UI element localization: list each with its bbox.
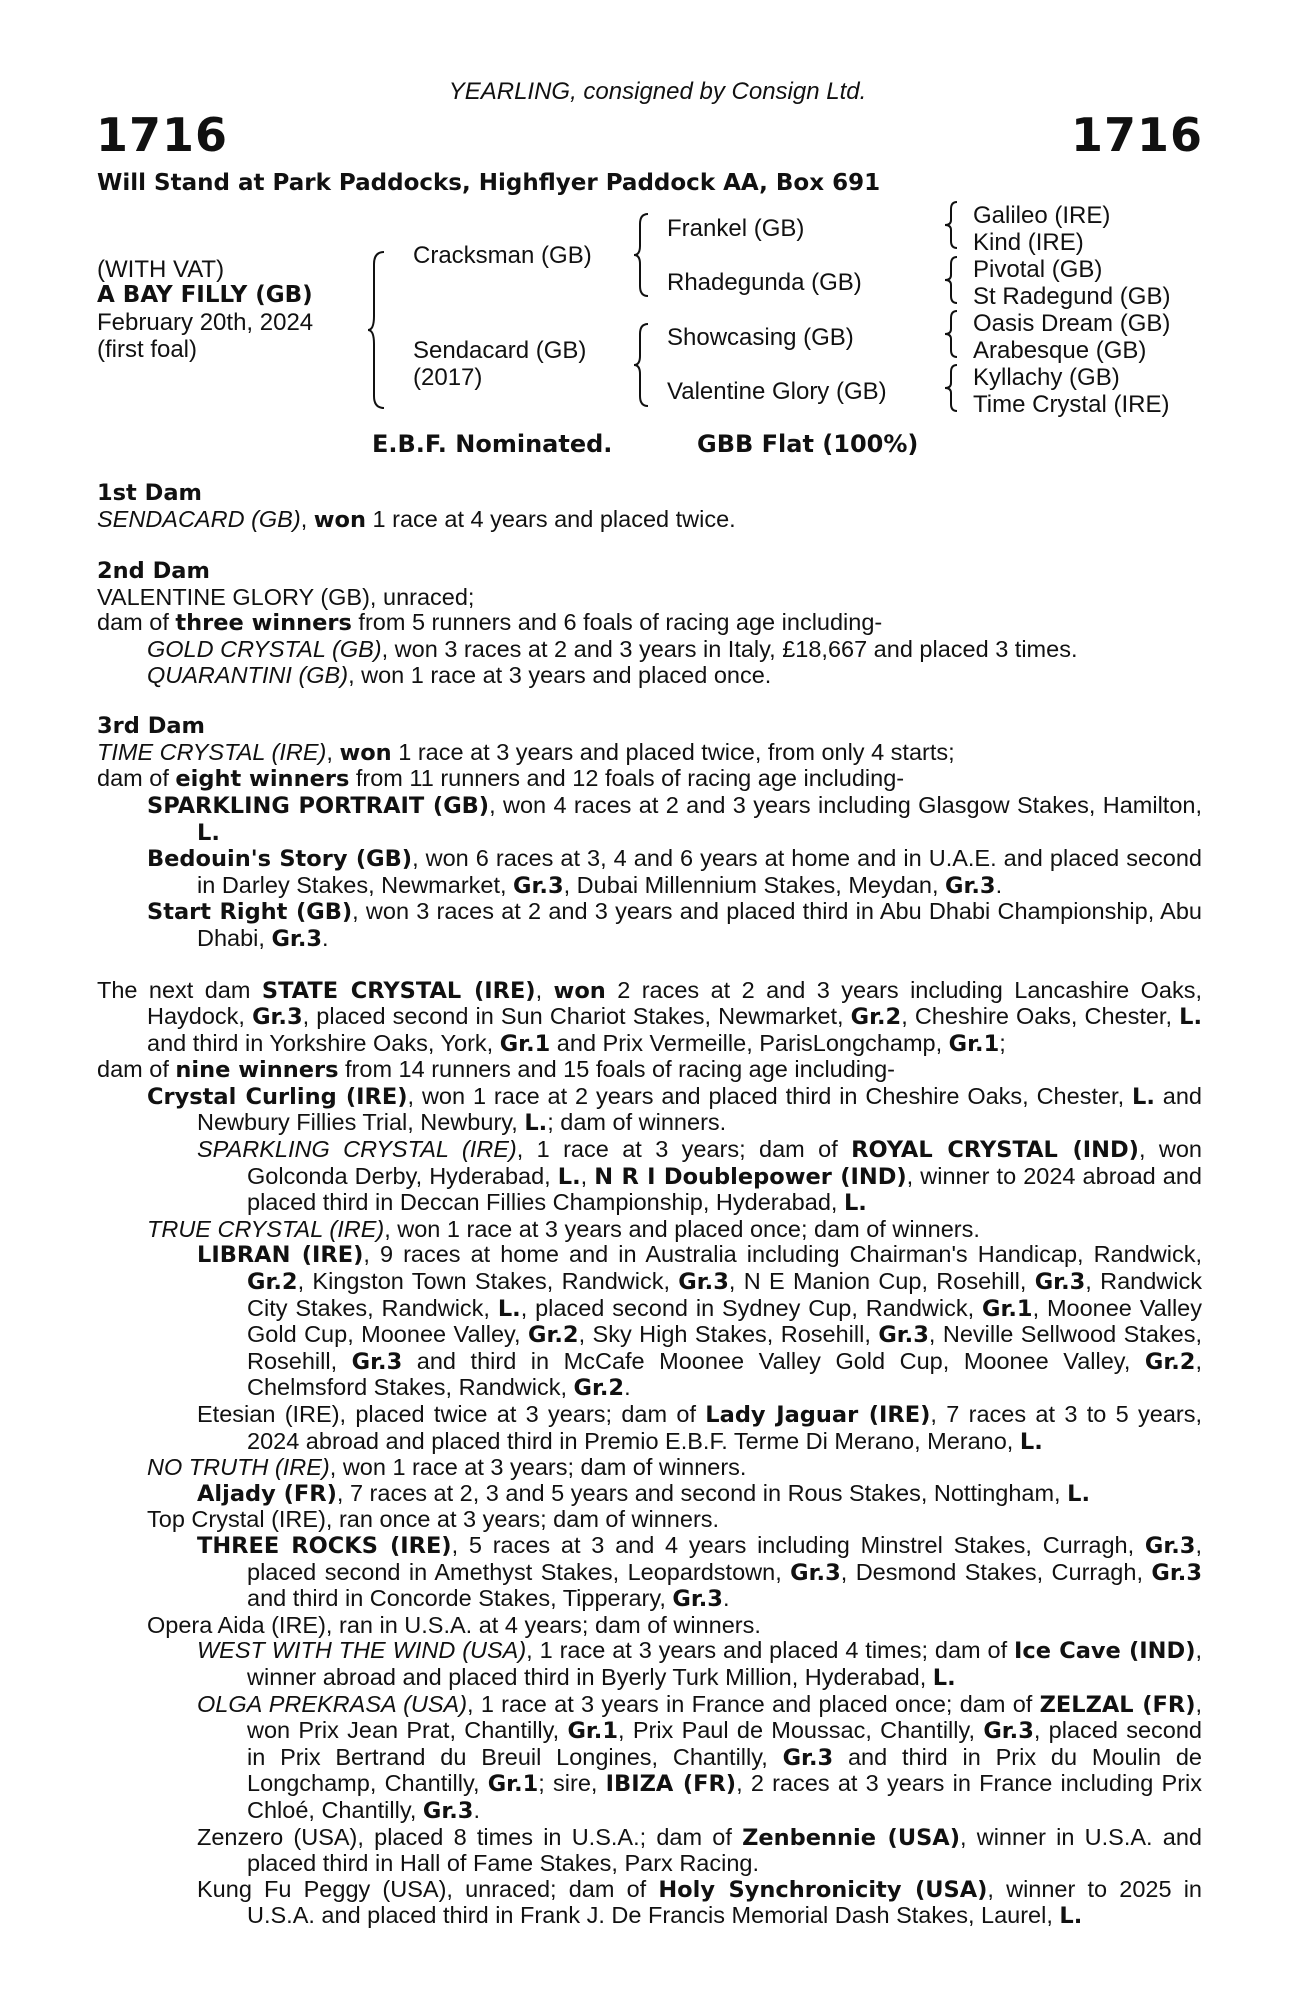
list-item: THREE ROCKS (IRE), 5 races at 3 and 4 years including Minstrel Stakes, Curragh, Gr.3, placed second in Amethyst Stakes, Leopardstown, Gr.3, Desmond Stakes, Curragh, Gr.3 and third in Concorde Stakes, Tipperary, Gr.3.: [197, 1531, 1202, 1613]
list-item: LIBRAN (IRE), 9 races at home and in Australia including Chairman's Handicap, Randwick, Gr.2, Kingston Town Stakes, Randwick, Gr.3, N E Manion Cup, Rosehill, Gr.3, Randwick City Stakes, Randwick, L., placed second in Sydney Cup, Randwick, Gr.1, Moonee Valley Gold Cup, Moonee Valley, Gr.2, Sky High Stakes, Rosehill, Gr.3, Neville Sellwood Stakes, Rosehill, Gr.3 and third in McCafe Moonee Valley Gold Cup, Moonee Valley, Gr.2, Chelmsford Stakes, Randwick, Gr.2.: [197, 1241, 1202, 1402]
lot-number-right: 1716: [1070, 108, 1203, 162]
consignor-line: YEARLING, consigned by Consign Ltd.: [448, 78, 867, 105]
sire-sire: Frankel (GB): [667, 215, 805, 242]
gen3-4: St Radegund (GB): [973, 283, 1171, 310]
next-dam-produce: dam of nine winners from 14 runners and 15 foals of racing age including-: [97, 1056, 895, 1084]
gen3-2: Kind (IRE): [973, 229, 1084, 256]
list-item: SPARKLING CRYSTAL (IRE), 1 race at 3 years; dam of ROYAL CRYSTAL (IND), won Golconda Derby, Hyderabad, L., N R I Doublepower (IND), winner to 2024 abroad and placed third in Deccan Fillies Championship, Hyderabad, L.: [197, 1136, 1202, 1217]
catalogue-body: [97, 480, 1202, 1930]
list-item: Opera Aida (IRE), ran in U.S.A. at 4 years; dam of winners.: [147, 1611, 761, 1638]
gen3-5: Oasis Dream (GB): [973, 310, 1171, 337]
ebf-nomination: E.B.F. Nominated.: [372, 430, 613, 458]
second-dam-produce: dam of three winners from 5 runners and 6 foals of racing age including-: [97, 609, 883, 637]
dam: Sendacard (GB): [413, 337, 587, 364]
subject-foal: (first foal): [97, 336, 198, 363]
third-dam-produce: dam of eight winners from 11 runners and 12 foals of racing age including-: [97, 765, 905, 793]
third-dam-heading: 3rd Dam: [97, 713, 205, 740]
sire-dam-brace: [366, 250, 390, 410]
valentine-glory-brace: [943, 363, 961, 413]
second-dam-line: VALENTINE GLORY (GB), unraced;: [97, 583, 475, 610]
list-item: NO TRUTH (IRE), won 1 race at 3 years; dam of winners.: [147, 1454, 747, 1481]
vat-note: (WITH VAT): [97, 256, 225, 283]
first-dam-line: SENDACARD (GB), won 1 race at 4 years and placed twice.: [97, 505, 736, 533]
list-item: Kung Fu Peggy (USA), unraced; dam of Holy Synchronicity (USA), winner to 2025 in U.S.A. and placed third in Frank J. De Francis Memorial Dash Stakes, Laurel, L.: [197, 1875, 1202, 1930]
sire-dam: Rhadegunda (GB): [667, 269, 862, 296]
gen3-7: Kyllachy (GB): [973, 364, 1120, 391]
list-item: Etesian (IRE), placed twice at 3 years; dam of Lady Jaguar (IRE), 7 races at 3 to 5 years, 2024 abroad and placed third in Premio E.B.F. Terme Di Merano, Merano, L.: [197, 1401, 1202, 1455]
dam-year: (2017): [413, 364, 483, 391]
gen3-8: Time Crystal (IRE): [973, 391, 1170, 418]
dam-sire: Showcasing (GB): [667, 324, 854, 351]
stand-location: Will Stand at Park Paddocks, Highflyer Paddock AA, Box 691: [97, 170, 881, 196]
list-item: WEST WITH THE WIND (USA), 1 race at 3 years and placed 4 times; dam of Ice Cave (IND), winner abroad and placed third in Byerly Turk Million, Hyderabad, L.: [197, 1637, 1203, 1691]
gen3-6: Arabesque (GB): [973, 337, 1147, 364]
list-item: QUARANTINI (GB), won 1 race at 3 years and placed once.: [147, 661, 772, 688]
next-dam-line: The next dam STATE CRYSTAL (IRE), won 2 races at 2 and 3 years including Lancashire Oaks, Haydock, Gr.3, placed second in Sun Chariot Stakes, Newmarket, Gr.2, Cheshire Oaks, Chester, L. and third in Yorkshire Oaks, York, Gr.1 and Prix Vermeille, ParisLongchamp, Gr.1;: [97, 976, 1202, 1057]
gbb-flat: GBB Flat (100%): [697, 430, 919, 458]
dam-line-brace: [632, 322, 652, 408]
subject-dob: February 20th, 2024: [97, 309, 314, 336]
list-item: Zenzero (USA), placed 8 times in U.S.A.; dam of Zenbennie (USA), winner in U.S.A. and placed third in Hall of Fame Stakes, Parx Racing.: [197, 1823, 1202, 1877]
first-dam-heading: 1st Dam: [97, 480, 202, 506]
list-item: Crystal Curling (IRE), won 1 race at 2 years and placed third in Cheshire Oaks, Chester, L. and Newbury Fillies Trial, Newbury, L.; dam of winners.: [147, 1082, 1202, 1137]
sire-line-brace: [632, 212, 652, 298]
list-item: Start Right (GB), won 3 races at 2 and 3 years and placed third in Abu Dhabi Championship, Abu Dhabi, Gr.3.: [147, 898, 1202, 952]
sire: Cracksman (GB): [413, 242, 592, 269]
second-dam-heading: 2nd Dam: [97, 558, 210, 585]
list-item: GOLD CRYSTAL (GB), won 3 races at 2 and 3 years in Italy, £18,667 and placed 3 times.: [147, 635, 1078, 662]
subject-name: A BAY FILLY (GB): [97, 282, 313, 308]
list-item: Top Crystal (IRE), ran once at 3 years; dam of winners.: [147, 1506, 720, 1533]
list-item: OLGA PREKRASA (USA), 1 race at 3 years in France and placed once; dam of ZELZAL (FR), won Prix Jean Prat, Chantilly, Gr.1, Prix Paul de Moussac, Chantilly, Gr.3, placed second in Prix Bertrand du Breuil Longines, Chantilly, Gr.3 and third in Prix du Moulin de Longchamp, Chantilly, Gr.1; sire, IBIZA (FR), 2 races at 3 years in France including Prix Chloé, Chantilly, Gr.3.: [197, 1690, 1203, 1824]
list-item: SPARKLING PORTRAIT (GB), won 4 races at 2 and 3 years including Glasgow Stakes, Hamilton, L.: [147, 791, 1202, 846]
list-item: Bedouin's Story (GB), won 6 races at 3, 4 and 6 years at home and in U.A.E. and placed second in Darley Stakes, Newmarket, Gr.3, Dubai Millennium Stakes, Meydan, Gr.3.: [147, 845, 1202, 899]
dam-dam: Valentine Glory (GB): [667, 378, 887, 405]
gen3-3: Pivotal (GB): [973, 256, 1103, 283]
frankel-brace: [943, 200, 961, 250]
showcasing-brace: [943, 309, 961, 359]
third-dam-line: TIME CRYSTAL (IRE), won 1 race at 3 years and placed twice, from only 4 starts;: [97, 738, 955, 766]
list-item: TRUE CRYSTAL (IRE), won 1 race at 3 years and placed once; dam of winners.: [147, 1215, 980, 1242]
gen3-1: Galileo (IRE): [973, 202, 1111, 229]
list-item: Aljady (FR), 7 races at 2, 3 and 5 years and second in Rous Stakes, Nottingham, L.: [197, 1479, 1091, 1507]
lot-number-left: 1716: [96, 108, 229, 162]
rhadegunda-brace: [943, 255, 961, 305]
